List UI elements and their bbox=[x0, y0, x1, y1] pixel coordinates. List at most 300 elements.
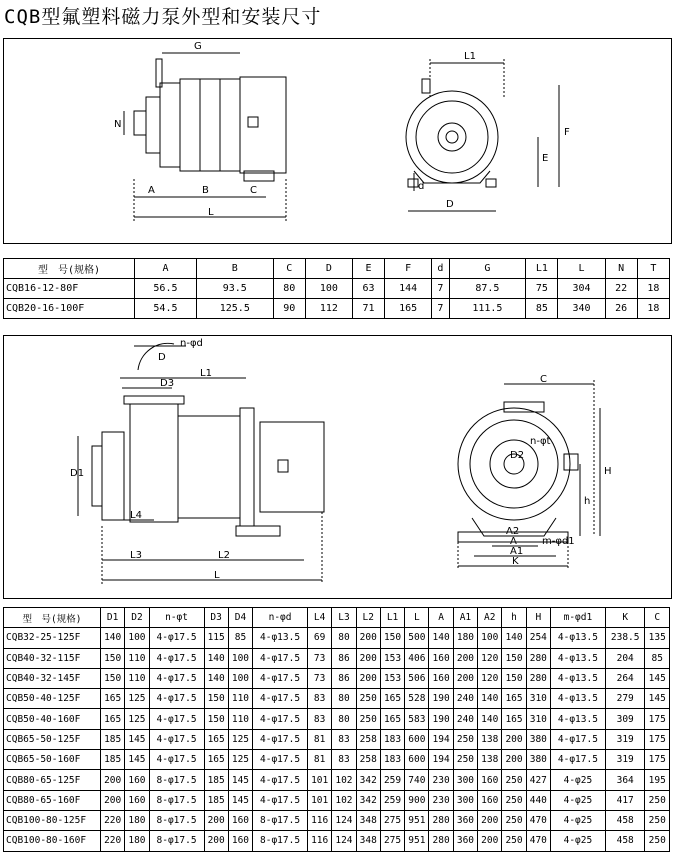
table-row bbox=[4, 279, 670, 299]
table-cell: 583 bbox=[405, 709, 429, 729]
table-cell: 4-φ13.5 bbox=[550, 689, 605, 709]
dim-g-label: G bbox=[194, 41, 202, 52]
header-cell: D bbox=[305, 259, 352, 279]
table-cell: 185 bbox=[204, 770, 228, 790]
table-cell: 110 bbox=[125, 668, 149, 688]
dim-l-label: L bbox=[208, 207, 214, 218]
table-cell: 360 bbox=[453, 831, 477, 851]
header-cell: K bbox=[605, 608, 645, 628]
header-cell: B bbox=[196, 259, 273, 279]
header-cell: 型 号(规格) bbox=[4, 259, 135, 279]
table-cell: 7 bbox=[432, 279, 449, 299]
table-cell: 80 bbox=[273, 279, 305, 299]
table-cell: 470 bbox=[526, 810, 550, 830]
header-cell: E bbox=[352, 259, 384, 279]
table-header-row bbox=[4, 608, 670, 628]
table-cell: 140 bbox=[204, 668, 228, 688]
table-cell: 160 bbox=[478, 770, 502, 790]
dim-k-label: K bbox=[512, 556, 519, 567]
table-cell: 138 bbox=[478, 750, 502, 770]
table-cell: 160 bbox=[429, 668, 453, 688]
model-cell: CQB100-80-160F bbox=[4, 831, 101, 851]
table-cell: 165 bbox=[101, 709, 125, 729]
table-cell: 140 bbox=[502, 628, 526, 648]
table-cell: 110 bbox=[228, 689, 252, 709]
table-cell: 380 bbox=[526, 729, 550, 749]
table-cell: 4-φ13.5 bbox=[550, 628, 605, 648]
table-cell: 81 bbox=[308, 729, 332, 749]
table-cell: 150 bbox=[204, 709, 228, 729]
table-cell: 427 bbox=[526, 770, 550, 790]
table-cell: 4-φ17.5 bbox=[550, 750, 605, 770]
header-cell: D2 bbox=[125, 608, 149, 628]
table-cell: 185 bbox=[101, 729, 125, 749]
dim-h-lower-label: h bbox=[584, 496, 591, 507]
table-cell: 4-φ17.5 bbox=[149, 648, 204, 668]
dim-l3-label: L3 bbox=[130, 550, 142, 561]
table-cell: 319 bbox=[605, 750, 645, 770]
magnet-housing bbox=[180, 79, 240, 171]
table-cell: 4-φ17.5 bbox=[149, 750, 204, 770]
motor-end-circle bbox=[406, 91, 498, 183]
table-cell: 90 bbox=[273, 299, 305, 319]
table-row bbox=[4, 770, 670, 790]
table-cell: 4-φ13.5 bbox=[550, 709, 605, 729]
table-row bbox=[4, 689, 670, 709]
inlet-nozzle bbox=[134, 111, 146, 135]
dim-d-small-label: d bbox=[418, 181, 425, 192]
header-cell: F bbox=[385, 259, 432, 279]
table-cell: 125 bbox=[125, 689, 149, 709]
table-cell: 83 bbox=[332, 750, 356, 770]
table-cell: 4-φ17.5 bbox=[253, 729, 308, 749]
dim-d2-label: D2 bbox=[510, 450, 525, 461]
inlet-flange bbox=[92, 446, 102, 506]
table-cell: 4-φ17.5 bbox=[149, 628, 204, 648]
dim-a-label: A bbox=[510, 536, 517, 547]
table-cell: 4-φ25 bbox=[550, 770, 605, 790]
table-cell: 115 bbox=[204, 628, 228, 648]
large-pump-dimension-table bbox=[3, 607, 670, 852]
table-cell: 144 bbox=[385, 279, 432, 299]
table-cell: 4-φ17.5 bbox=[253, 750, 308, 770]
table-cell: 125 bbox=[125, 709, 149, 729]
header-cell: L4 bbox=[308, 608, 332, 628]
table-cell: 250 bbox=[356, 709, 380, 729]
table-cell: 250 bbox=[356, 689, 380, 709]
model-cell: CQB65-50-125F bbox=[4, 729, 101, 749]
table-cell: 112 bbox=[305, 299, 352, 319]
small-pump-drawing-panel bbox=[3, 38, 672, 244]
table-cell: 120 bbox=[478, 648, 502, 668]
table-cell: 140 bbox=[204, 648, 228, 668]
table-cell: 85 bbox=[228, 628, 252, 648]
table-cell: 500 bbox=[405, 628, 429, 648]
table-cell: 190 bbox=[429, 689, 453, 709]
dim-d3-label: D3 bbox=[160, 378, 175, 389]
table-cell: 300 bbox=[453, 770, 477, 790]
dim-d1-label: D1 bbox=[70, 468, 85, 479]
table-row bbox=[4, 831, 670, 851]
table-cell: 259 bbox=[380, 790, 404, 810]
table-row bbox=[4, 750, 670, 770]
model-cell: CQB20-16-100F bbox=[4, 299, 135, 319]
header-cell: n-φd bbox=[253, 608, 308, 628]
table-cell: 348 bbox=[356, 810, 380, 830]
table-cell: 100 bbox=[125, 628, 149, 648]
table-cell: 230 bbox=[429, 770, 453, 790]
header-cell: A2 bbox=[478, 608, 502, 628]
table-cell: 145 bbox=[645, 668, 670, 688]
dim-n-label: N bbox=[114, 119, 122, 130]
table-cell: 250 bbox=[502, 810, 526, 830]
table-cell: 342 bbox=[356, 790, 380, 810]
table-cell: 185 bbox=[204, 790, 228, 810]
motor-body bbox=[240, 77, 286, 173]
table-cell: 83 bbox=[308, 709, 332, 729]
table-cell: 116 bbox=[308, 810, 332, 830]
table-cell: 310 bbox=[526, 709, 550, 729]
table-cell: 4-φ13.5 bbox=[550, 668, 605, 688]
table-row bbox=[4, 628, 670, 648]
table-cell: 340 bbox=[558, 299, 605, 319]
table-cell: 102 bbox=[332, 790, 356, 810]
table-cell: 951 bbox=[405, 831, 429, 851]
dim-l-label: L bbox=[214, 570, 220, 581]
table-cell: 194 bbox=[429, 750, 453, 770]
table-cell: 4-φ17.5 bbox=[253, 668, 308, 688]
table-cell: 259 bbox=[380, 770, 404, 790]
header-cell: H bbox=[526, 608, 550, 628]
table-cell: 200 bbox=[453, 648, 477, 668]
table-cell: 73 bbox=[308, 668, 332, 688]
table-cell: 4-φ17.5 bbox=[550, 729, 605, 749]
table-cell: 190 bbox=[429, 709, 453, 729]
table-cell: 165 bbox=[385, 299, 432, 319]
outlet-flange bbox=[124, 396, 184, 404]
dim-b-label: B bbox=[202, 185, 209, 196]
table-cell: 125 bbox=[228, 729, 252, 749]
table-cell: 145 bbox=[125, 729, 149, 749]
table-cell: 250 bbox=[645, 831, 670, 851]
table-cell: 250 bbox=[502, 790, 526, 810]
pump-casing bbox=[130, 404, 178, 522]
table-cell: 254 bbox=[526, 628, 550, 648]
table-cell: 220 bbox=[101, 810, 125, 830]
dim-l4-label: L4 bbox=[130, 510, 142, 521]
table-cell: 900 bbox=[405, 790, 429, 810]
header-cell: C bbox=[273, 259, 305, 279]
table-cell: 4-φ25 bbox=[550, 831, 605, 851]
header-cell: G bbox=[449, 259, 526, 279]
table-row bbox=[4, 709, 670, 729]
table-cell: 600 bbox=[405, 750, 429, 770]
table-cell: 145 bbox=[228, 790, 252, 810]
table-cell: 319 bbox=[605, 729, 645, 749]
header-cell: m-φd1 bbox=[550, 608, 605, 628]
table-cell: 140 bbox=[101, 628, 125, 648]
table-cell: 73 bbox=[308, 648, 332, 668]
table-cell: 406 bbox=[405, 648, 429, 668]
dim-a-label: A bbox=[148, 185, 155, 196]
table-cell: 85 bbox=[526, 299, 558, 319]
table-cell: 83 bbox=[308, 689, 332, 709]
table-cell: 80 bbox=[332, 709, 356, 729]
table-cell: 200 bbox=[356, 668, 380, 688]
table-cell: 506 bbox=[405, 668, 429, 688]
table-cell: 140 bbox=[478, 709, 502, 729]
table-cell: 348 bbox=[356, 831, 380, 851]
table-cell: 240 bbox=[453, 709, 477, 729]
table-cell: 145 bbox=[125, 750, 149, 770]
header-cell: L1 bbox=[380, 608, 404, 628]
table-cell: 71 bbox=[352, 299, 384, 319]
table-row bbox=[4, 299, 670, 319]
header-cell: D1 bbox=[101, 608, 125, 628]
table-cell: 101 bbox=[308, 790, 332, 810]
table-cell: 200 bbox=[502, 750, 526, 770]
table-cell: 280 bbox=[526, 668, 550, 688]
table-cell: 4-φ17.5 bbox=[149, 729, 204, 749]
header-cell: L1 bbox=[526, 259, 558, 279]
table-cell: 81 bbox=[308, 750, 332, 770]
small-pump-dimension-table bbox=[3, 258, 670, 319]
table-cell: 7 bbox=[432, 299, 449, 319]
dim-c-label: C bbox=[250, 185, 257, 196]
dim-d-label: D bbox=[446, 199, 454, 210]
pump-flange bbox=[146, 97, 160, 153]
table-cell: 180 bbox=[125, 831, 149, 851]
table-cell: 56.5 bbox=[135, 279, 197, 299]
table-cell: 440 bbox=[526, 790, 550, 810]
table-cell: 111.5 bbox=[449, 299, 526, 319]
table-cell: 150 bbox=[502, 648, 526, 668]
dim-a1-label: A1 bbox=[510, 546, 524, 557]
header-cell: L bbox=[558, 259, 605, 279]
motor-body bbox=[260, 422, 324, 512]
table-cell: 160 bbox=[125, 770, 149, 790]
table-cell: 275 bbox=[380, 810, 404, 830]
table-cell: 4-φ17.5 bbox=[149, 689, 204, 709]
header-cell: N bbox=[605, 259, 637, 279]
table-row bbox=[4, 668, 670, 688]
table-cell: 304 bbox=[558, 279, 605, 299]
table-cell: 87.5 bbox=[449, 279, 526, 299]
table-cell: 4-φ13.5 bbox=[253, 628, 308, 648]
pump-casing bbox=[160, 83, 180, 167]
table-cell: 150 bbox=[204, 689, 228, 709]
table-cell: 200 bbox=[101, 790, 125, 810]
table-cell: 4-φ17.5 bbox=[253, 689, 308, 709]
table-cell: 93.5 bbox=[196, 279, 273, 299]
table-cell: 180 bbox=[453, 628, 477, 648]
small-pump-drawing bbox=[4, 39, 671, 243]
table-cell: 4-φ17.5 bbox=[253, 648, 308, 668]
model-cell: CQB32-25-125F bbox=[4, 628, 101, 648]
table-cell: 160 bbox=[228, 831, 252, 851]
table-cell: 183 bbox=[380, 729, 404, 749]
dim-f-label: F bbox=[564, 127, 570, 138]
header-cell: n-φt bbox=[149, 608, 204, 628]
model-cell: CQB80-65-160F bbox=[4, 790, 101, 810]
table-cell: 165 bbox=[502, 689, 526, 709]
table-cell: 100 bbox=[228, 668, 252, 688]
dim-l1-label: L1 bbox=[200, 368, 212, 379]
table-row bbox=[4, 729, 670, 749]
table-cell: 4-φ25 bbox=[550, 790, 605, 810]
page-title: CQB型氟塑料磁力泵外型和安装尺寸 bbox=[4, 6, 322, 28]
table-cell: 250 bbox=[453, 729, 477, 749]
table-cell: 140 bbox=[429, 628, 453, 648]
table-cell: 194 bbox=[429, 729, 453, 749]
table-cell: 165 bbox=[380, 689, 404, 709]
dim-n-phi-t-label: n-φt bbox=[530, 436, 551, 447]
dim-l2-label: L2 bbox=[218, 550, 230, 561]
table-cell: 102 bbox=[332, 770, 356, 790]
header-cell: A bbox=[135, 259, 197, 279]
model-cell: CQB50-40-160F bbox=[4, 709, 101, 729]
table-cell: 8-φ17.5 bbox=[149, 810, 204, 830]
table-cell: 4-φ17.5 bbox=[253, 770, 308, 790]
dim-m-phi-d1-label: m-φd1 bbox=[542, 536, 575, 547]
table-cell: 200 bbox=[204, 831, 228, 851]
model-cell: CQB40-32-145F bbox=[4, 668, 101, 688]
table-cell: 200 bbox=[478, 810, 502, 830]
table-cell: 101 bbox=[308, 770, 332, 790]
table-cell: 275 bbox=[380, 831, 404, 851]
table-cell: 250 bbox=[645, 810, 670, 830]
table-cell: 160 bbox=[228, 810, 252, 830]
header-cell: A1 bbox=[453, 608, 477, 628]
table-cell: 200 bbox=[453, 668, 477, 688]
header-cell: L2 bbox=[356, 608, 380, 628]
table-cell: 180 bbox=[125, 810, 149, 830]
header-cell: A bbox=[429, 608, 453, 628]
table-cell: 120 bbox=[478, 668, 502, 688]
model-cell: CQB80-65-125F bbox=[4, 770, 101, 790]
table-cell: 150 bbox=[502, 668, 526, 688]
table-cell: 204 bbox=[605, 648, 645, 668]
table-cell: 8-φ17.5 bbox=[253, 810, 308, 830]
large-pump-drawing-panel bbox=[3, 335, 672, 599]
table-cell: 8-φ17.5 bbox=[253, 831, 308, 851]
dim-a2-label: A2 bbox=[506, 526, 520, 537]
model-cell: CQB65-50-160F bbox=[4, 750, 101, 770]
table-cell: 279 bbox=[605, 689, 645, 709]
header-cell: C bbox=[645, 608, 670, 628]
table-header-row bbox=[4, 259, 670, 279]
table-cell: 75 bbox=[526, 279, 558, 299]
dim-n-phi-d-label: n-φd bbox=[180, 338, 203, 349]
table-cell: 85 bbox=[645, 648, 670, 668]
table-cell: 600 bbox=[405, 729, 429, 749]
table-cell: 138 bbox=[478, 729, 502, 749]
dim-l1-label: L1 bbox=[464, 51, 476, 62]
table-cell: 200 bbox=[502, 729, 526, 749]
table-cell: 150 bbox=[380, 628, 404, 648]
table-cell: 150 bbox=[101, 648, 125, 668]
table-cell: 160 bbox=[478, 790, 502, 810]
table-cell: 140 bbox=[478, 689, 502, 709]
pump-end-circle bbox=[458, 408, 570, 520]
table-cell: 342 bbox=[356, 770, 380, 790]
table-cell: 8-φ17.5 bbox=[149, 831, 204, 851]
table-cell: 160 bbox=[429, 648, 453, 668]
table-cell: 951 bbox=[405, 810, 429, 830]
table-cell: 160 bbox=[125, 790, 149, 810]
table-cell: 125.5 bbox=[196, 299, 273, 319]
dim-h-upper-label: H bbox=[604, 466, 612, 477]
table-cell: 80 bbox=[332, 689, 356, 709]
header-cell: T bbox=[637, 259, 669, 279]
table-cell: 458 bbox=[605, 810, 645, 830]
table-cell: 470 bbox=[526, 831, 550, 851]
table-cell: 86 bbox=[332, 668, 356, 688]
model-cell: CQB16-12-80F bbox=[4, 279, 135, 299]
table-cell: 183 bbox=[380, 750, 404, 770]
table-cell: 200 bbox=[478, 831, 502, 851]
table-cell: 238.5 bbox=[605, 628, 645, 648]
model-cell: CQB50-40-125F bbox=[4, 689, 101, 709]
table-cell: 124 bbox=[332, 831, 356, 851]
header-cell: D4 bbox=[228, 608, 252, 628]
table-cell: 86 bbox=[332, 648, 356, 668]
table-cell: 280 bbox=[526, 648, 550, 668]
magnet-housing bbox=[178, 416, 240, 518]
large-pump-drawing bbox=[4, 336, 671, 598]
table-cell: 145 bbox=[645, 689, 670, 709]
table-cell: 185 bbox=[101, 750, 125, 770]
table-cell: 100 bbox=[228, 648, 252, 668]
table-cell: 200 bbox=[204, 810, 228, 830]
table-cell: 69 bbox=[308, 628, 332, 648]
table-cell: 458 bbox=[605, 831, 645, 851]
table-cell: 165 bbox=[101, 689, 125, 709]
table-cell: 4-φ13.5 bbox=[550, 648, 605, 668]
table-cell: 153 bbox=[380, 648, 404, 668]
table-cell: 63 bbox=[352, 279, 384, 299]
table-cell: 250 bbox=[502, 770, 526, 790]
table-row bbox=[4, 810, 670, 830]
table-cell: 18 bbox=[637, 279, 669, 299]
table-cell: 153 bbox=[380, 668, 404, 688]
table-cell: 280 bbox=[429, 831, 453, 851]
table-cell: 18 bbox=[637, 299, 669, 319]
header-cell: L bbox=[405, 608, 429, 628]
table-cell: 116 bbox=[308, 831, 332, 851]
table-cell: 8-φ17.5 bbox=[149, 770, 204, 790]
table-cell: 310 bbox=[526, 689, 550, 709]
table-cell: 26 bbox=[605, 299, 637, 319]
table-cell: 80 bbox=[332, 628, 356, 648]
table-cell: 100 bbox=[478, 628, 502, 648]
table-cell: 250 bbox=[502, 831, 526, 851]
table-row bbox=[4, 648, 670, 668]
header-cell: h bbox=[502, 608, 526, 628]
table-cell: 165 bbox=[204, 729, 228, 749]
table-cell: 258 bbox=[356, 729, 380, 749]
table-cell: 264 bbox=[605, 668, 645, 688]
table-cell: 124 bbox=[332, 810, 356, 830]
table-cell: 380 bbox=[526, 750, 550, 770]
table-cell: 110 bbox=[125, 648, 149, 668]
table-cell: 250 bbox=[645, 790, 670, 810]
table-cell: 4-φ17.5 bbox=[149, 668, 204, 688]
table-cell: 8-φ17.5 bbox=[149, 790, 204, 810]
table-cell: 360 bbox=[453, 810, 477, 830]
table-cell: 83 bbox=[332, 729, 356, 749]
table-cell: 300 bbox=[453, 790, 477, 810]
